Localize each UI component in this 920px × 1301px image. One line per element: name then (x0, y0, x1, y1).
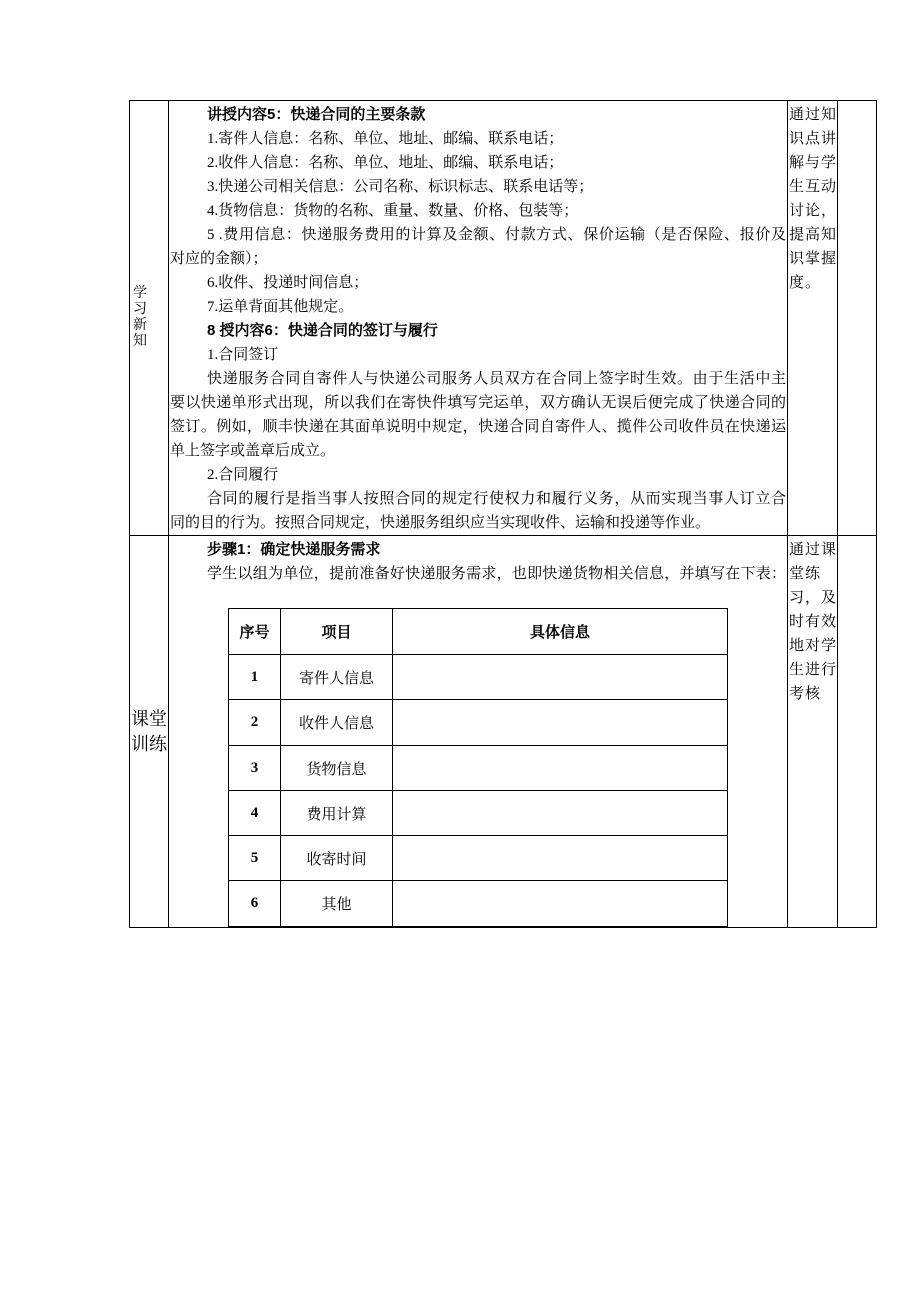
clause-item: 6.收件、投递时间信息； (207, 275, 369, 291)
lesson-plan-table (129, 100, 877, 928)
method-note-line: 生互动 (789, 179, 838, 195)
row-number: 4 (229, 791, 281, 836)
row-item: 收寄时间 (281, 836, 393, 881)
row-item: 收件人信息 (281, 700, 393, 746)
method-note-line: 提高知 (789, 227, 838, 243)
step-title: 步骤1：确定快递服务需求 (207, 541, 381, 558)
method-note-line: 地对学 (789, 638, 838, 654)
row-number: 1 (229, 655, 281, 700)
empty-column-cell (838, 536, 877, 928)
method-note-line: 生进行 (789, 662, 838, 678)
topic5-heading: 讲授内容5：快递合同的主要条款 (207, 106, 426, 123)
row-number: 2 (229, 700, 281, 746)
clause-item: 5 .费用信息：快递服务费用的计算及金额、付款方式、保价运输（是否保险、报价及 (207, 227, 786, 243)
detail-cell (393, 746, 728, 791)
method-note-line: 度。 (789, 275, 822, 291)
method-note-line: 解与学 (789, 155, 838, 171)
method-note-line: 通过课 (789, 542, 838, 558)
content-cell-classroom-practice (169, 536, 788, 928)
clause-item: 3.快递公司相关信息：公司名称、标识标志、联系电话等； (207, 179, 594, 195)
row-number: 3 (229, 746, 281, 791)
signing-paragraph-line: 要以快递单形式出现，所以我们在寄快件填写完运单，双方确认无误后便完成了快递合同的 (170, 395, 786, 411)
row-number: 5 (229, 836, 281, 881)
method-note-line: 时有效 (789, 614, 838, 630)
signing-subtitle: 1.合同签订 (207, 347, 279, 363)
performance-paragraph-line: 合同的履行是指当事人按照合同的规定行使权力和履行义务，从而实现当事人订立合 (207, 491, 786, 507)
clause-item: 4.货物信息：货物的名称、重量、数量、价格、包装等； (207, 203, 579, 219)
clause-item: 1.寄件人信息：名称、单位、地址、邮编、联系电话； (207, 131, 564, 147)
performance-subtitle: 2.合同履行 (207, 467, 279, 483)
section-label-classroom-practice: 课堂训练 (131, 708, 167, 754)
row-item: 寄件人信息 (281, 655, 393, 700)
signing-paragraph-line: 单上签字或盖章后成立。 (170, 443, 336, 459)
detail-cell (393, 836, 728, 881)
section-label-cell-new-knowledge (130, 101, 169, 536)
detail-cell (393, 655, 728, 700)
table-header-detail: 具体信息 (393, 609, 728, 655)
signing-paragraph-line: 快递服务合同自寄件人与快递公司服务人员双方在合同上签字时生效。由于生活中主 (207, 371, 786, 387)
clause-item-continuation: 对应的金额）； (170, 251, 268, 267)
method-note-line: 堂练 (789, 566, 822, 582)
detail-cell (393, 791, 728, 836)
table-header-item: 项目 (281, 609, 393, 655)
step-instruction: 学生以组为单位，提前准备好快递服务需求，也即快递货物相关信息，并填写在下表： (207, 566, 786, 582)
clause-item: 2.收件人信息：名称、单位、地址、邮编、联系电话； (207, 155, 564, 171)
method-note-line: 识点讲 (789, 131, 838, 147)
detail-cell (393, 700, 728, 746)
section-label-cell-classroom-practice (130, 536, 169, 928)
content-cell-new-knowledge (169, 101, 788, 536)
detail-cell (393, 881, 728, 927)
row-item: 其他 (281, 881, 393, 927)
section-label-new-knowledge: 学习新知 (133, 286, 147, 349)
method-note-line: 习，及 (789, 590, 838, 606)
row-item: 费用计算 (281, 791, 393, 836)
method-note-cell-new-knowledge (788, 101, 838, 536)
method-note-line: 讨论， (789, 203, 838, 219)
clause-item: 7.运单背面其他规定。 (207, 299, 354, 315)
row-number: 6 (229, 881, 281, 927)
empty-column-cell (838, 101, 877, 536)
method-note-cell-classroom-practice (788, 536, 838, 928)
topic6-heading: 8 授内容6：快递合同的签订与履行 (207, 322, 438, 339)
method-note-line: 考核 (789, 686, 822, 702)
table-header-no: 序号 (229, 609, 281, 655)
signing-paragraph-line: 签订。例如，顺丰快递在其面单说明中规定，快递合同自寄件人、揽件公司收件员在快递运 (170, 419, 786, 435)
row-item: 货物信息 (281, 746, 393, 791)
performance-paragraph-line: 同的目的行为。按照合同规定，快递服务组织应当实现收件、运输和投递等作业。 (170, 515, 711, 531)
method-note-line: 识掌握 (789, 251, 838, 267)
service-requirement-table (228, 608, 728, 927)
method-note-line: 通过知 (789, 107, 838, 123)
